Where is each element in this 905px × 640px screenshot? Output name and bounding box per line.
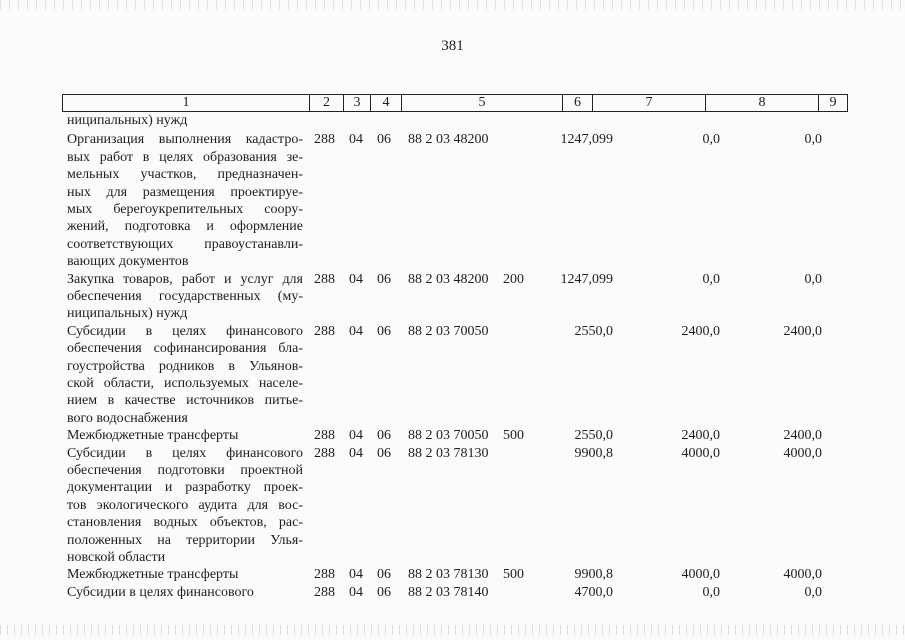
cell-c4: 06 xyxy=(377,132,391,148)
cell-c4: 06 xyxy=(377,567,391,583)
cell-c7: 2550,0 xyxy=(574,323,613,339)
row-description-line: Межбюджетные трансферты xyxy=(67,428,239,444)
cell-c9: 0,0 xyxy=(804,271,822,287)
cell-c9: 4000,0 xyxy=(783,567,822,583)
cell-c5: 88 2 03 78140 xyxy=(408,584,489,600)
header-col-1: 1 xyxy=(182,95,190,110)
cell-c8: 2400,0 xyxy=(681,428,720,444)
cell-c5: 88 2 03 48200 xyxy=(408,132,489,148)
row-description-line: Межбюджетные трансферты xyxy=(67,567,239,583)
cell-c3: 04 xyxy=(349,567,363,583)
header-col-5: 5 xyxy=(401,95,562,111)
row-description-line: обеспечения подготовки проектной xyxy=(67,463,303,478)
row-description-line: Субсидии в целях финансового xyxy=(67,445,303,461)
row-description-line: ниципальных) нужд xyxy=(67,306,188,322)
cell-c5: 88 2 03 78130 xyxy=(408,567,489,583)
cell-c8: 4000,0 xyxy=(681,445,720,461)
cell-c2: 288 xyxy=(314,567,335,583)
cell-c2: 288 xyxy=(314,445,335,461)
cell-c4: 06 xyxy=(377,323,391,339)
header-col-2: 2 xyxy=(309,95,343,111)
cell-c5: 88 2 03 70050 xyxy=(408,323,489,339)
cell-c9: 0,0 xyxy=(804,132,822,148)
cell-c8: 0,0 xyxy=(702,584,720,600)
cell-c8: 4000,0 xyxy=(681,567,720,583)
cell-c9: 0,0 xyxy=(804,584,822,600)
row-description-line: обеспечения государственных (му- xyxy=(67,289,303,304)
cell-c4: 06 xyxy=(377,445,391,461)
row-description-line: нием в качестве источников питье- xyxy=(67,393,303,409)
row-description-line: обеспечения софинансирования бла- xyxy=(67,341,303,357)
continuation-line: ниципальных) нужд xyxy=(67,113,188,128)
cell-c6: 500 xyxy=(503,428,524,444)
cell-c2: 288 xyxy=(314,428,335,444)
row-description-line: жений, подготовка и оформление xyxy=(67,219,303,235)
cell-c5: 88 2 03 48200 xyxy=(408,271,489,287)
header-col-4: 4 xyxy=(370,95,401,111)
cell-c2: 288 xyxy=(314,323,335,339)
cell-c4: 06 xyxy=(377,584,391,600)
header-col-6: 6 xyxy=(562,95,592,111)
cell-c5: 88 2 03 70050 xyxy=(408,428,489,444)
cell-c7: 1247,099 xyxy=(560,271,613,287)
cell-c4: 06 xyxy=(377,428,391,444)
row-description-line: новской области xyxy=(67,550,166,565)
cell-c9: 2400,0 xyxy=(783,323,822,339)
cell-c8: 2400,0 xyxy=(681,323,720,339)
cell-c7: 4700,0 xyxy=(574,584,613,600)
row-description-line: гоустройства родников в Ульянов- xyxy=(67,358,303,374)
row-description-line: документации и разработку проек- xyxy=(67,480,303,496)
cell-c8: 0,0 xyxy=(702,132,720,148)
row-description-line: положенных на территории Улья- xyxy=(67,532,303,548)
cell-c2: 288 xyxy=(314,271,335,287)
cell-c9: 4000,0 xyxy=(783,445,822,461)
cell-c3: 04 xyxy=(349,428,363,444)
header-col-9: 9 xyxy=(818,95,847,111)
cell-c3: 04 xyxy=(349,445,363,461)
cell-c3: 04 xyxy=(349,323,363,339)
row-description-line: ской области, используемых населе- xyxy=(67,376,303,391)
cell-c9: 2400,0 xyxy=(783,428,822,444)
header-col-8: 8 xyxy=(705,95,818,111)
row-description-line: становления водных объектов, рас- xyxy=(67,515,303,531)
row-description-line: Субсидии в целях финансового xyxy=(67,584,254,600)
row-description-line: вых работ в целях образования зе- xyxy=(67,149,303,165)
cell-c4: 06 xyxy=(377,271,391,287)
cell-c7: 9900,8 xyxy=(574,567,613,583)
cell-c6: 500 xyxy=(503,567,524,583)
cell-c5: 88 2 03 78130 xyxy=(408,445,489,461)
row-description-line: мельных участков, предназначен- xyxy=(67,167,303,183)
header-col-7: 7 xyxy=(592,95,705,111)
row-description-line: вого водоснабжения xyxy=(67,410,188,426)
cell-c2: 288 xyxy=(314,584,335,600)
cell-c3: 04 xyxy=(349,271,363,287)
cell-c7: 2550,0 xyxy=(574,428,613,444)
row-description-line: Субсидии в целях финансового xyxy=(67,323,303,339)
header-col-3: 3 xyxy=(343,95,370,111)
cell-c6: 200 xyxy=(503,271,524,287)
cell-c3: 04 xyxy=(349,584,363,600)
row-description-line: тов экологического аудита для вос- xyxy=(67,497,303,513)
row-description-line: соответствующих правоустанавли- xyxy=(67,236,303,252)
cell-c8: 0,0 xyxy=(702,271,720,287)
row-description-line: ных для размещения проектируе- xyxy=(67,184,303,200)
cell-c7: 9900,8 xyxy=(574,445,613,461)
row-description-line: вающих документов xyxy=(67,254,189,270)
row-description-line: Закупка товаров, работ и услуг для xyxy=(67,271,303,287)
cell-c3: 04 xyxy=(349,132,363,148)
cell-c2: 288 xyxy=(314,132,335,148)
cell-c7: 1247,099 xyxy=(560,132,613,148)
row-description-line: мых берегоукрепительных соору- xyxy=(67,202,303,217)
scan-noise-bottom xyxy=(0,625,905,635)
row-description-line: Организация выполнения кадастро- xyxy=(67,132,303,148)
page-number: 381 xyxy=(441,38,464,54)
